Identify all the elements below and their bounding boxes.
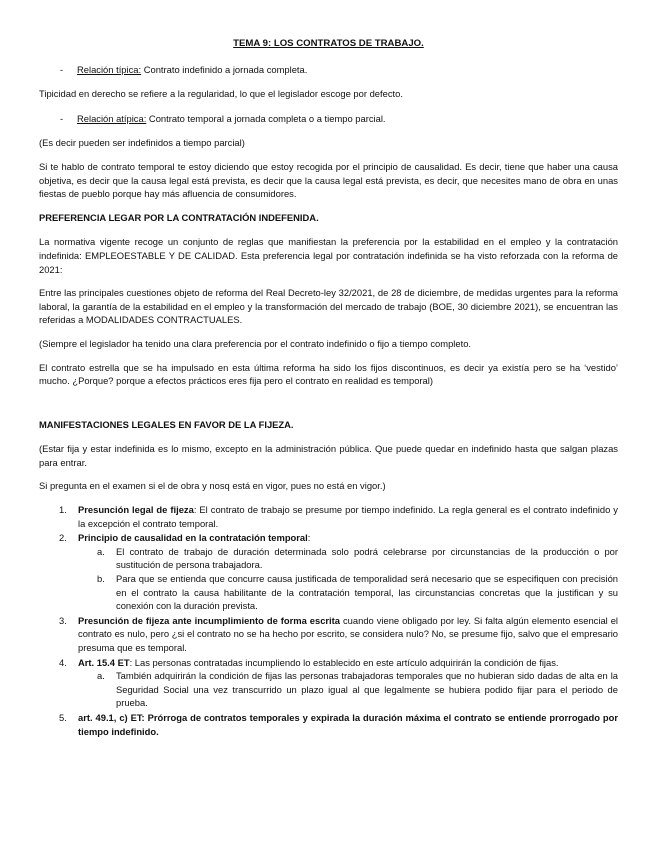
sub-list [78, 545, 618, 613]
relacion-atipica-text: Contrato temporal a jornada completa o a tiempo parcial. [146, 112, 386, 124]
list-item-text [78, 614, 618, 655]
sub-list-item [78, 572, 618, 613]
sub-list-text: También adquirirán la condición de fijas las personas trabajadoras temporales que no hubieran sido dadas de alta en la Seguridad Social una vez transcurrido un plazo igual al que legalmente se hubiera podido fijar para el periodo de prueba. [116, 670, 618, 709]
examen-paragraph: Si pregunta en el examen si el de obra y nosq está en vigor, pues no está en vigor.) [39, 480, 386, 492]
dash-bullet: - [60, 63, 64, 75]
normativa-paragraph: La normativa vigente recoge un conjunto de reglas que manifiestan la preferencia por la estabilidad en el empleo y la contratación indefinida: EMPLEOESTABLE Y DE CALIDAD. Esta preferencia legal por contratación indefinida se ha visto reforzada con la reforma de 2021: [39, 236, 618, 275]
sub-list-letter: b. [97, 573, 105, 585]
list-number: 4. [59, 656, 67, 668]
sub-list-text: El contrato de trabajo de duración determinada solo podrá celebrarse por circunstancias de la producción o por sustitución de persona trabajadora. [116, 545, 618, 571]
list-item-text [78, 503, 618, 530]
list-item-rest: : El contrato de trabajo se presume por tiempo indefinido. La regla general es el contrato indefinido y la excepción el contrato temporal. [78, 504, 618, 529]
siempre-paragraph: (Siempre el legislador ha tenido una clara preferencia por el contrato indefinido o fijo a tiempo completo. [39, 337, 472, 349]
list-item-rest: : [307, 532, 311, 544]
relacion-tipica-text: Contrato indefinido a jornada completa. [141, 63, 308, 75]
tipicidad-paragraph: Tipicidad en derecho se refiere a la regularidad, lo que el legislador escoge por defecto. [39, 88, 403, 100]
list-item-rest: : Las personas contratadas incumpliendo lo establecido en este artículo adquirirán la condición de fijas. [129, 656, 559, 668]
fija-indefinida-paragraph: (Estar fija y estar indefinida es lo mismo, excepto en la administración pública. Que puede quedar en indefinido hasta que salgan plazas para entrar. [39, 443, 618, 468]
sub-list-letter: a. [97, 670, 105, 682]
relacion-tipica-item [39, 63, 618, 77]
sub-list-item [78, 669, 618, 710]
list-item-bold: Presunción legal de fijeza [78, 504, 194, 516]
heading-manifestaciones: MANIFESTACIONES LEGALES EN FAVOR DE LA FIJEZA. [39, 418, 294, 430]
list-item-bold: Presunción de fijeza ante incumplimiento de forma escrita [78, 614, 341, 626]
reforma-paragraph: Entre las principales cuestiones objeto de reforma del Real Decreto-ley 32/2021, de 28 de diciembre, de medidas urgentes para la reforma laboral, la garantía de la estabilidad en el empleo y la transformación del mercado de trabajo (BOE, 30 diciembre 2021), se encuentran las referidas a MODALIDADES CONTRACTUALES. [39, 287, 618, 326]
spacer [39, 388, 618, 412]
list-item-rest: cuando viene obligado por ley. Si falta algún elemento esencial el contrato es nulo, pero ¿si el contrato no se ha hecho por escrito, se considera nulo? No, se presume fijo, salvo que el empresario presuma que es temporal. [78, 614, 619, 653]
list-number: 3. [59, 614, 67, 626]
list-item [39, 614, 618, 655]
list-number: 2. [59, 532, 67, 544]
sub-list [78, 669, 618, 710]
relacion-tipica-term: Relación típica: [77, 63, 142, 75]
list-number: 5. [59, 711, 67, 723]
estrella-paragraph: El contrato estrella que se ha impulsado en esta última reforma ha sido los fijos discontinuos, es decir ya existía pero se ha ‘vestido’ mucho. ¿Porque? porque a efectos prácticos eres fija pero el contrato en realidad es temporal) [39, 361, 618, 387]
parcial-paragraph: (Es decir pueden ser indefinidos a tiempo parcial) [39, 137, 245, 149]
list-item-text [78, 656, 618, 670]
list-item [39, 531, 618, 613]
list-item [39, 503, 618, 530]
list-item-bold: Principio de causalidad en la contratación temporal [78, 532, 308, 544]
sub-list-text: Para que se entienda que concurre causa justificada de temporalidad será necesario que se especifiquen con precisión en el contrato la causa habilitante de la contratación temporal, las circunstancias concretas que la justifican y su conexión con la duración prevista. [116, 573, 618, 612]
sub-list-item [78, 545, 618, 572]
fijeza-list [39, 503, 618, 738]
relacion-atipica-term: Relación atípica: [77, 112, 147, 124]
list-item [39, 656, 618, 710]
causalidad-paragraph: Si te hablo de contrato temporal te estoy diciendo que estoy recogida por el principio de causalidad. Es decir, tiene que haber una causa objetiva, es decir que la causa legal está prevista, es decir que la causa legal está prevista, es decir, que necesites mano de obra en unas fiestas de pueblo porque hay más afluencia de consumidores. [39, 160, 618, 200]
list-item-bold: Art. 15.4 ET [78, 656, 130, 668]
sub-list-letter: a. [97, 545, 105, 557]
list-item-text [78, 531, 618, 545]
list-item [39, 711, 618, 738]
heading-preferencia: PREFERENCIA LEGAR POR LA CONTRATACIÓN INDEFENIDA. [39, 211, 319, 223]
list-number: 1. [59, 504, 67, 516]
document-title: TEMA 9: LOS CONTRATOS DE TRABAJO. [233, 38, 424, 49]
dash-bullet: - [60, 112, 64, 124]
relacion-atipica-item [39, 112, 618, 126]
list-item-bold: art. 49.1, c) ET: Prórroga de contratos temporales y expirada la duración máxima el contrato se entiende prorrogado por tiempo indefinido. [78, 711, 618, 737]
list-item-text [78, 711, 618, 738]
